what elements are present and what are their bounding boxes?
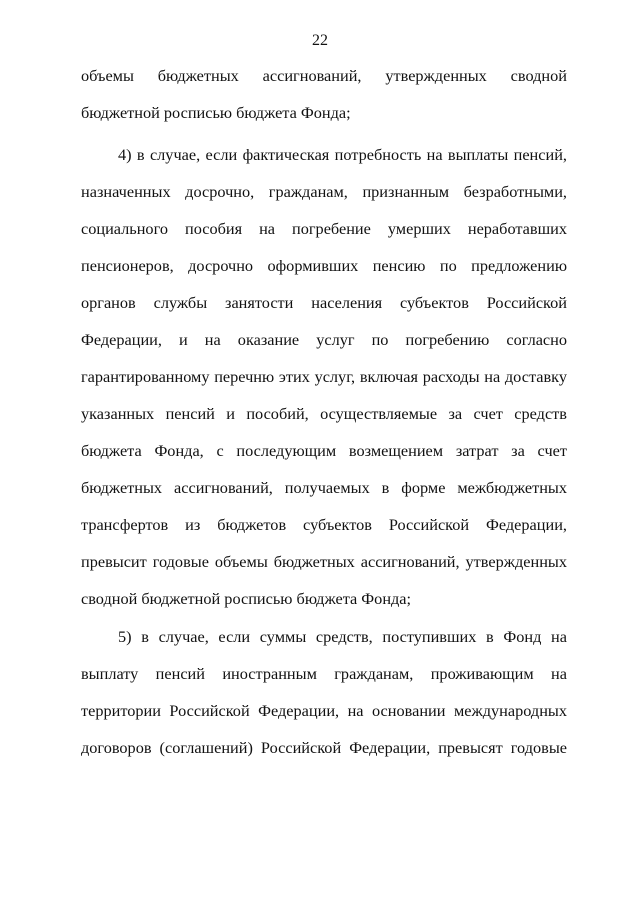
text-line: выплату пенсий иностранным гражданам, проживающим на — [81, 664, 567, 683]
text-line: трансфертов из бюджетов субъектов Российской Федерации, — [81, 515, 567, 534]
text-line: органов службы занятости населения субъектов Российской — [81, 293, 567, 312]
paragraph-start-line: 5) в случае, если суммы средств, поступивших в Фонд на — [118, 627, 567, 646]
text-line: указанных пенсий и пособий, осуществляемые за счет средств — [81, 404, 567, 423]
text-line: территории Российской Федерации, на основании международных — [81, 701, 567, 720]
text-line: гарантированному перечню этих услуг, включая расходы на доставку — [81, 367, 567, 386]
text-line: социального пособия на погребение умерших неработавших — [81, 219, 567, 238]
text-line: бюджетных ассигнований, получаемых в форме межбюджетных — [81, 478, 567, 497]
text-line: назначенных досрочно, гражданам, признанным безработными, — [81, 182, 567, 201]
text-line: объемы бюджетных ассигнований, утвержденных сводной — [81, 66, 567, 85]
text-line: Федерации, и на оказание услуг по погребению согласно — [81, 330, 567, 349]
text-line: договоров (соглашений) Российской Федерации, превысят годовые — [81, 738, 567, 757]
text-line: бюджетной росписью бюджета Фонда; — [81, 103, 351, 122]
text-line: пенсионеров, досрочно оформивших пенсию по предложению — [81, 256, 567, 275]
text-line: бюджета Фонда, с последующим возмещением затрат за счет — [81, 441, 567, 460]
text-line: сводной бюджетной росписью бюджета Фонда; — [81, 589, 412, 608]
paragraph-start-line: 4) в случае, если фактическая потребность на выплаты пенсий, — [118, 145, 567, 164]
page-number: 22 — [312, 32, 328, 49]
text-line: превысит годовые объемы бюджетных ассигнований, утвержденных — [81, 552, 567, 571]
